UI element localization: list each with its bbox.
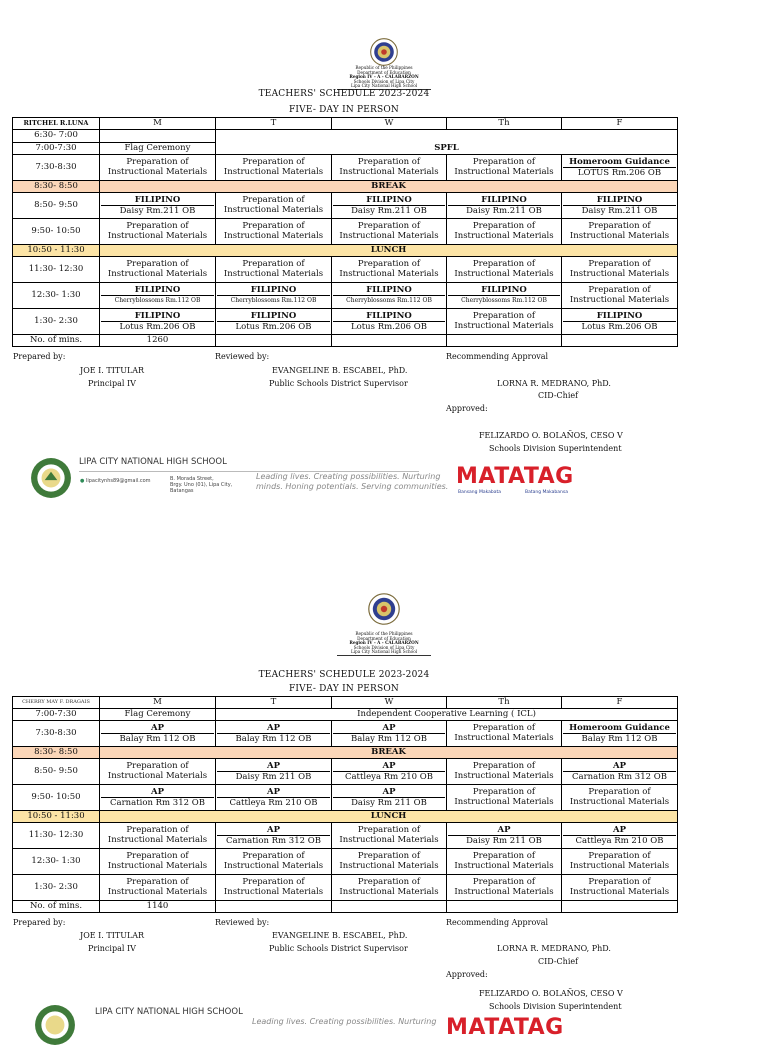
schedule-cell: Preparation of Instructional Materials bbox=[100, 823, 216, 849]
minutes-row bbox=[13, 901, 678, 913]
org-line: Schools Division of Lipa City bbox=[353, 644, 415, 650]
deped-seal-icon bbox=[368, 593, 400, 625]
schedule-cell: AP Carnation Rm 312 OB bbox=[562, 759, 678, 785]
school-logo-icon bbox=[34, 1004, 76, 1046]
teacher-name: RITCHEL R.LUNA bbox=[13, 118, 100, 130]
time-cell: 6:30- 7:00 bbox=[13, 130, 100, 143]
time-cell: 8:30- 8:50 bbox=[13, 747, 100, 759]
school-name: LIPA CITY NATIONAL HIGH SCHOOL bbox=[79, 457, 227, 467]
schedule-cell: Preparation of Instructional Materials bbox=[332, 849, 447, 875]
schedule-cell: Preparation of Instructional Materials bbox=[447, 721, 562, 747]
table-row bbox=[13, 143, 678, 155]
day-header: W bbox=[332, 697, 447, 709]
table-row bbox=[13, 130, 678, 143]
reviewed-name: EVANGELINE B. ESCABEL, PhD. bbox=[272, 931, 408, 940]
schedule-cell: Preparation of Instructional Materials bbox=[332, 875, 447, 901]
schedule-cell: FILIPINO Daisy Rm.211 OB bbox=[447, 193, 562, 219]
schedule-cell: Preparation of Instructional Materials bbox=[447, 155, 562, 181]
reviewed-label: Reviewed by: bbox=[215, 918, 270, 927]
lunch-row bbox=[13, 245, 678, 257]
address-contact: B. Morada Street, Brgy. Uno (01), Lipa City, Batangas bbox=[170, 476, 233, 494]
schedule-cell: AP Carnation Rm 312 OB bbox=[100, 785, 216, 811]
matatag-logo: MATATAG bbox=[446, 1015, 564, 1040]
minutes-value: 1260 bbox=[100, 335, 216, 347]
day-header: F bbox=[562, 697, 678, 709]
schedule-cell: Preparation of Instructional Materials bbox=[447, 257, 562, 283]
approved-name: FELIZARDO O. BOLAÑOS, CESO V bbox=[479, 989, 623, 998]
schedule-cell: Preparation of Instructional Materials bbox=[562, 849, 678, 875]
prepared-label: Prepared by: bbox=[13, 352, 66, 361]
schedule-cell: Preparation of Instructional Materials bbox=[562, 875, 678, 901]
schedule-cell: Preparation of Instructional Materials bbox=[216, 155, 332, 181]
minutes-label: No. of mins. bbox=[13, 901, 100, 913]
schedule-cell: Homeroom Guidance LOTUS Rm.206 OB bbox=[562, 155, 678, 181]
org-line: Region IV - A - CALABARZON bbox=[349, 74, 419, 80]
schedule-cell: Preparation of Instructional Materials bbox=[447, 219, 562, 245]
email-icon: ● bbox=[80, 478, 85, 484]
schedule-cell: FILIPINO Cherryblossoms Rm.112 OB bbox=[100, 283, 216, 309]
schedule-cell: AP Cattleya Rm 210 OB bbox=[562, 823, 678, 849]
time-cell: 9:50- 10:50 bbox=[13, 219, 100, 245]
school-motto: Leading lives. Creating possibilities. Nurturing minds. Honing potentials. Serving communities. bbox=[256, 472, 449, 491]
org-line: Department of Education bbox=[357, 635, 411, 641]
time-cell: 1:30- 2:30 bbox=[13, 309, 100, 335]
minutes-row bbox=[13, 335, 678, 347]
day-header: Th bbox=[447, 697, 562, 709]
schedule-cell: Preparation of Instructional Materials bbox=[216, 257, 332, 283]
minutes-label: No. of mins. bbox=[13, 335, 100, 347]
table-row bbox=[13, 875, 678, 901]
recommending-title: CID-Chief bbox=[538, 957, 579, 966]
break-label: BREAK bbox=[100, 747, 678, 759]
time-cell: 1:30- 2:30 bbox=[13, 875, 100, 901]
schedule-cell: Preparation of Instructional Materials bbox=[216, 219, 332, 245]
schedule-cell: Homeroom Guidance Balay Rm 112 OB bbox=[562, 721, 678, 747]
day-header: T bbox=[216, 697, 332, 709]
prepared-name: JOE I. TITULAR bbox=[80, 931, 145, 940]
recommending-label: Recommending Approval bbox=[446, 352, 549, 361]
schedule-page-2 bbox=[0, 585, 768, 1040]
schedule-cell: AP Daisy Rm 211 OB bbox=[447, 823, 562, 849]
break-label: BREAK bbox=[100, 181, 678, 193]
day-header: Th bbox=[447, 118, 562, 130]
schedule-cell: Preparation of Instructional Materials bbox=[332, 823, 447, 849]
recommending-name: LORNA R. MEDRANO, PhD. bbox=[497, 379, 611, 388]
table-row bbox=[13, 155, 678, 181]
schedule-cell: AP Cattleya Rm 210 OB bbox=[216, 785, 332, 811]
reviewed-label: Reviewed by: bbox=[215, 352, 270, 361]
org-line: Republic of the Philippines bbox=[355, 65, 413, 70]
prepared-title: Principal IV bbox=[88, 944, 136, 953]
recommending-title: CID-Chief bbox=[538, 391, 579, 400]
day-header: M bbox=[100, 118, 216, 130]
time-cell: 10:50 - 11:30 bbox=[13, 245, 100, 257]
time-cell: 10:50 - 11:30 bbox=[13, 811, 100, 823]
table-header-row bbox=[13, 118, 678, 130]
minutes-value: 1140 bbox=[100, 901, 216, 913]
time-cell: 7:30-8:30 bbox=[13, 155, 100, 181]
schedule-cell: Preparation of Instructional Materials bbox=[332, 219, 447, 245]
schedule-cell: Preparation of Instructional Materials bbox=[216, 849, 332, 875]
schedule-cell: Preparation of Instructional Materials bbox=[562, 219, 678, 245]
approved-name: FELIZARDO O. BOLAÑOS, CESO V bbox=[479, 431, 623, 440]
schedule-cell: FILIPINO Lotus Rm.206 OB bbox=[332, 309, 447, 335]
table-row bbox=[13, 759, 678, 785]
matatag-tagline-right: Batang Makabansa bbox=[525, 490, 568, 495]
schedule-cell: AP Daisy Rm 211 OB bbox=[216, 759, 332, 785]
time-cell: 12:30- 1:30 bbox=[13, 283, 100, 309]
schedule-cell: AP Cattleya Rm 210 OB bbox=[332, 759, 447, 785]
org-line: Region IV - A - CALABARZON bbox=[349, 640, 419, 646]
school-logo-icon bbox=[30, 457, 72, 499]
time-cell: 7:30-8:30 bbox=[13, 721, 100, 747]
schedule-cell: Preparation of Instructional Materials bbox=[100, 759, 216, 785]
approved-label: Approved: bbox=[446, 404, 488, 413]
lunch-row bbox=[13, 811, 678, 823]
recommending-name: LORNA R. MEDRANO, PhD. bbox=[497, 944, 611, 953]
approved-title: Schools Division Superintendent bbox=[489, 444, 622, 453]
schedule-cell: FILIPINO Daisy Rm.211 OB bbox=[332, 193, 447, 219]
recommending-label: Recommending Approval bbox=[446, 918, 549, 927]
lunch-label: LUNCH bbox=[100, 811, 678, 823]
day-header: W bbox=[332, 118, 447, 130]
school-name: LIPA CITY NATIONAL HIGH SCHOOL bbox=[95, 1007, 243, 1017]
spanned-activity: Independent Cooperative Learning ( ICL) bbox=[216, 709, 678, 721]
schedule-cell: Preparation of Instructional Materials bbox=[447, 849, 562, 875]
org-line: Republic of the Philippines bbox=[355, 631, 413, 636]
time-cell: 8:50- 9:50 bbox=[13, 193, 100, 219]
break-row bbox=[13, 747, 678, 759]
matatag-logo: MATATAG bbox=[456, 464, 574, 489]
schedule-cell: Preparation of Instructional Materials bbox=[100, 219, 216, 245]
schedule-cell: FILIPINO Lotus Rm.206 OB bbox=[562, 309, 678, 335]
table-row bbox=[13, 219, 678, 245]
schedule-cell: Preparation of Instructional Materials bbox=[447, 309, 562, 335]
spanned-activity: SPFL bbox=[216, 143, 678, 155]
prepared-label: Prepared by: bbox=[13, 918, 66, 927]
schedule-title: TEACHERS' SCHEDULE 2023-2024 bbox=[258, 89, 430, 99]
schedule-cell: FILIPINO Cherryblossoms Rm.112 OB bbox=[216, 283, 332, 309]
schedule-cell: Preparation of Instructional Materials bbox=[216, 193, 332, 219]
time-cell: 7:00-7:30 bbox=[13, 143, 100, 155]
email-contact: ● lipacitynhs89@gmail.com bbox=[80, 478, 151, 484]
schedule-cell: FILIPINO Cherryblossoms Rm.112 OB bbox=[447, 283, 562, 309]
schedule-cell: AP Balay Rm 112 OB bbox=[216, 721, 332, 747]
table-row bbox=[13, 823, 678, 849]
school-motto: Leading lives. Creating possibilities. Nurturing bbox=[252, 1017, 437, 1026]
reviewed-title: Public Schools District Supervisor bbox=[269, 379, 408, 388]
schedule-title: TEACHERS' SCHEDULE 2023-2024 bbox=[258, 670, 430, 680]
schedule-cell: AP Carnation Rm 312 OB bbox=[216, 823, 332, 849]
schedule-cell: FILIPINO Lotus Rm.206 OB bbox=[216, 309, 332, 335]
time-cell: 8:50- 9:50 bbox=[13, 759, 100, 785]
matatag-tagline-left: Bansang Makabata bbox=[458, 490, 501, 495]
table-row bbox=[13, 309, 678, 335]
schedule-cell: Preparation of Instructional Materials bbox=[332, 155, 447, 181]
schedule-subtitle: FIVE- DAY IN PERSON bbox=[288, 684, 399, 694]
schedule-cell: Preparation of Instructional Materials bbox=[562, 283, 678, 309]
table-row bbox=[13, 283, 678, 309]
table-row bbox=[13, 849, 678, 875]
approved-title: Schools Division Superintendent bbox=[489, 1002, 622, 1011]
day-header: F bbox=[562, 118, 678, 130]
schedule-table bbox=[12, 696, 678, 913]
schedule-table bbox=[12, 117, 678, 347]
schedule-cell: Flag Ceremony bbox=[100, 709, 216, 721]
schedule-cell: FILIPINO Cherryblossoms Rm.112 OB bbox=[332, 283, 447, 309]
deped-seal-icon bbox=[370, 38, 398, 66]
org-line: Schools Division of Lipa City bbox=[353, 78, 415, 84]
lunch-label: LUNCH bbox=[100, 245, 678, 257]
org-header bbox=[0, 66, 768, 90]
approved-label: Approved: bbox=[446, 970, 488, 979]
reviewed-name: EVANGELINE B. ESCABEL, PhD. bbox=[272, 366, 408, 375]
org-line: Department of Education bbox=[357, 69, 411, 75]
table-row bbox=[13, 257, 678, 283]
schedule-cell: Preparation of Instructional Materials bbox=[100, 257, 216, 283]
schedule-cell: FILIPINO Daisy Rm.211 OB bbox=[562, 193, 678, 219]
prepared-name: JOE I. TITULAR bbox=[80, 366, 145, 375]
schedule-subtitle: FIVE- DAY IN PERSON bbox=[288, 105, 399, 115]
schedule-cell: Preparation of Instructional Materials bbox=[562, 257, 678, 283]
time-cell: 12:30- 1:30 bbox=[13, 849, 100, 875]
schedule-cell: Preparation of Instructional Materials bbox=[447, 759, 562, 785]
table-row bbox=[13, 193, 678, 219]
schedule-cell: Preparation of Instructional Materials bbox=[100, 875, 216, 901]
table-row bbox=[13, 721, 678, 747]
schedule-cell: Preparation of Instructional Materials bbox=[216, 875, 332, 901]
time-cell: 11:30- 12:30 bbox=[13, 257, 100, 283]
table-row bbox=[13, 785, 678, 811]
schedule-cell: Preparation of Instructional Materials bbox=[100, 849, 216, 875]
break-row bbox=[13, 181, 678, 193]
schedule-cell: FILIPINO Lotus Rm.206 OB bbox=[100, 309, 216, 335]
schedule-cell: Preparation of Instructional Materials bbox=[447, 875, 562, 901]
time-cell: 9:50- 10:50 bbox=[13, 785, 100, 811]
reviewed-title: Public Schools District Supervisor bbox=[269, 944, 408, 953]
time-cell: 11:30- 12:30 bbox=[13, 823, 100, 849]
prepared-title: Principal IV bbox=[88, 379, 136, 388]
org-line: Lipa City National High School bbox=[337, 84, 431, 90]
time-cell: 8:30- 8:50 bbox=[13, 181, 100, 193]
teacher-name: CHERRY MAY F. DRAGAIS bbox=[13, 697, 100, 709]
table-row bbox=[13, 709, 678, 721]
schedule-cell: Preparation of Instructional Materials bbox=[100, 155, 216, 181]
org-header bbox=[0, 632, 768, 656]
schedule-cell: AP Balay Rm 112 OB bbox=[100, 721, 216, 747]
table-header-row bbox=[13, 697, 678, 709]
schedule-cell: Flag Ceremony bbox=[100, 143, 216, 155]
schedule-cell: Preparation of Instructional Materials bbox=[447, 785, 562, 811]
schedule-cell: Preparation of Instructional Materials bbox=[332, 257, 447, 283]
time-cell: 7:00-7:30 bbox=[13, 709, 100, 721]
org-line: Lipa City National High School bbox=[337, 650, 431, 656]
schedule-cell: AP Balay Rm 112 OB bbox=[332, 721, 447, 747]
schedule-cell: FILIPINO Daisy Rm.211 OB bbox=[100, 193, 216, 219]
schedule-cell: Preparation of Instructional Materials bbox=[562, 785, 678, 811]
schedule-cell: AP Daisy Rm 211 OB bbox=[332, 785, 447, 811]
day-header: M bbox=[100, 697, 216, 709]
day-header: T bbox=[216, 118, 332, 130]
